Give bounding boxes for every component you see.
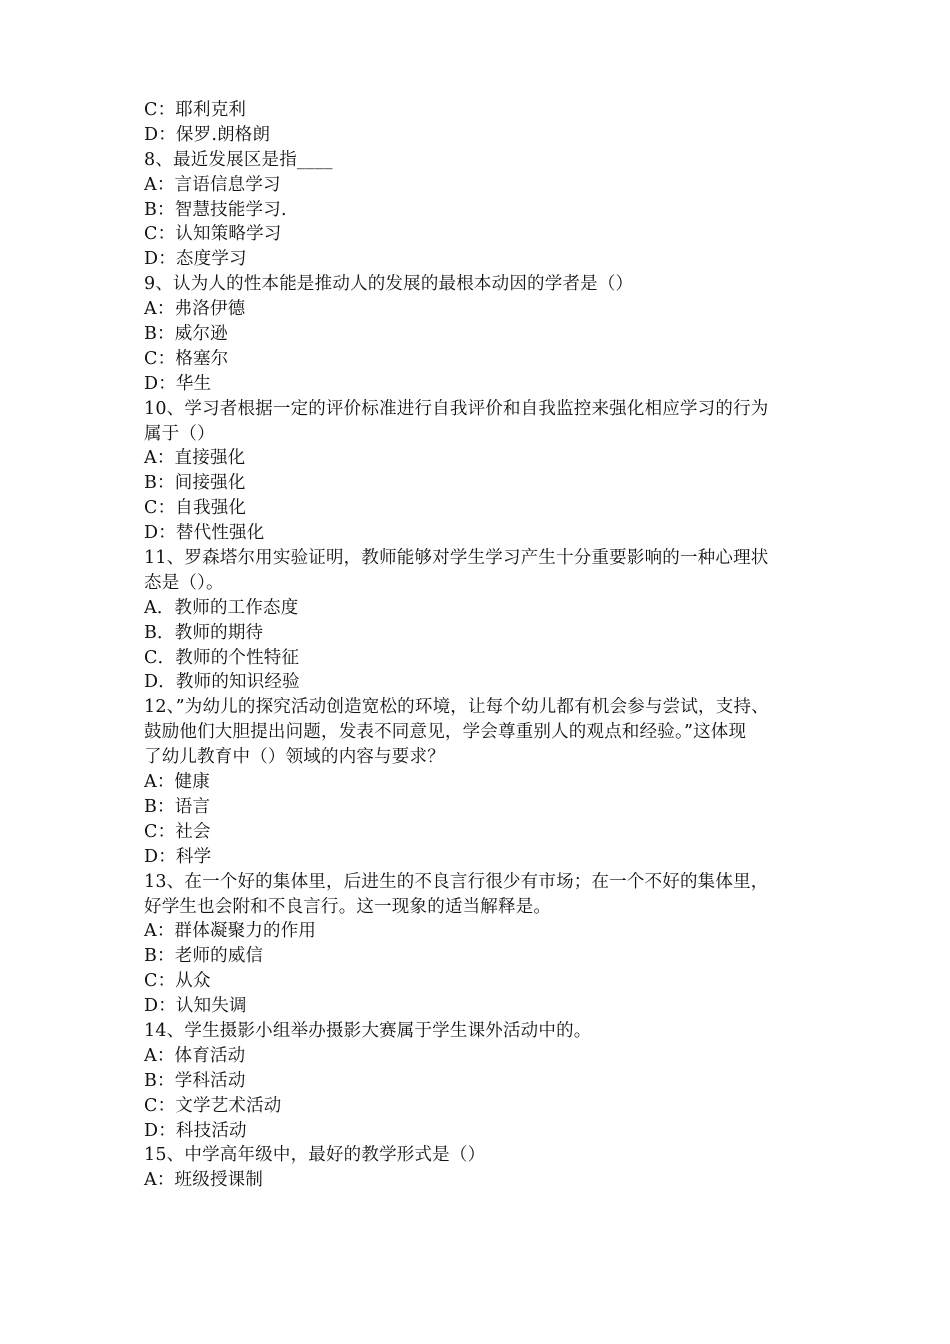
option-text: D：科技活动 <box>144 1120 247 1141</box>
text-line: C：耶利克利 <box>144 100 247 120</box>
question-text: 10、学习者根据一定的评价标准进行自我评价和自我监控来强化相应学习的行为 <box>144 398 769 419</box>
option-text: C：社会 <box>144 821 211 842</box>
option-text: A：班级授课制 <box>144 1170 264 1191</box>
option-text: A．教师的工作态度 <box>144 597 299 618</box>
question-text: 好学生也会附和不良言行。这一现象的适当解释是。 <box>144 896 552 917</box>
option-text: A：弗洛伊德 <box>144 299 246 320</box>
option-text: A：言语信息学习 <box>144 174 281 195</box>
option-text: B．教师的期待 <box>144 622 264 643</box>
question-text: 15、中学高年级中，最好的教学形式是（） <box>144 1145 486 1166</box>
option-text: B：威尔逊 <box>144 324 228 345</box>
question-text: 鼓励他们大胆提出问题，发表不同意见，学会尊重别人的观点和经验。”这体现 <box>144 722 747 743</box>
option-text: D：认知失调 <box>144 996 247 1017</box>
option-text: A：体育活动 <box>144 1045 246 1066</box>
question-text: 9、认为人的性本能是推动人的发展的最根本动因的学者是（） <box>144 274 634 295</box>
document-page <box>144 98 816 1193</box>
question-text: 12、”为幼儿的探究活动创造宽松的环境，让每个幼儿都有机会参与尝试，支持、 <box>144 697 769 718</box>
question-text: 了幼儿教育中（）领域的内容与要求？ <box>144 747 445 768</box>
question-text: 态是（）。 <box>144 572 224 593</box>
option-text: D：态度学习 <box>144 249 247 270</box>
option-text: B：学科活动 <box>144 1070 246 1091</box>
option-text: B：语言 <box>144 796 211 817</box>
question-text: 11、罗森塔尔用实验证明，教师能够对学生学习产生十分重要影响的一种心理状 <box>144 548 769 569</box>
option-text: B：老师的威信 <box>144 946 264 967</box>
option-text: C：自我强化 <box>144 498 247 519</box>
option-text: C．教师的个性特征 <box>144 647 300 668</box>
question-text: 13、在一个好的集体里，后进生的不良言行很少有市场；在一个不好的集体里， <box>144 871 769 892</box>
option-text: A：直接强化 <box>144 448 246 469</box>
option-text: B：智慧技能学习. <box>144 199 287 220</box>
option-text: D．教师的知识经验 <box>144 672 300 693</box>
question-text: 14、学生摄影小组举办摄影大赛属于学生课外活动中的。 <box>144 1020 592 1041</box>
option-text: D：科学 <box>144 846 212 867</box>
question-text: 属于（） <box>144 423 215 444</box>
option-text: A：群体凝聚力的作用 <box>144 921 317 942</box>
option-text: C：认知策略学习 <box>144 224 282 245</box>
question-text: 8、最近发展区是指____ <box>144 149 333 170</box>
option-text: C：从众 <box>144 971 211 992</box>
option-text: C：格塞尔 <box>144 348 229 369</box>
option-text: A：健康 <box>144 772 210 793</box>
option-text: D：替代性强化 <box>144 523 265 544</box>
text-line: D：保罗.朗格朗 <box>144 124 271 145</box>
option-text: D：华生 <box>144 373 212 394</box>
option-text: B：间接强化 <box>144 473 246 494</box>
option-text: C：文学艺术活动 <box>144 1095 282 1116</box>
